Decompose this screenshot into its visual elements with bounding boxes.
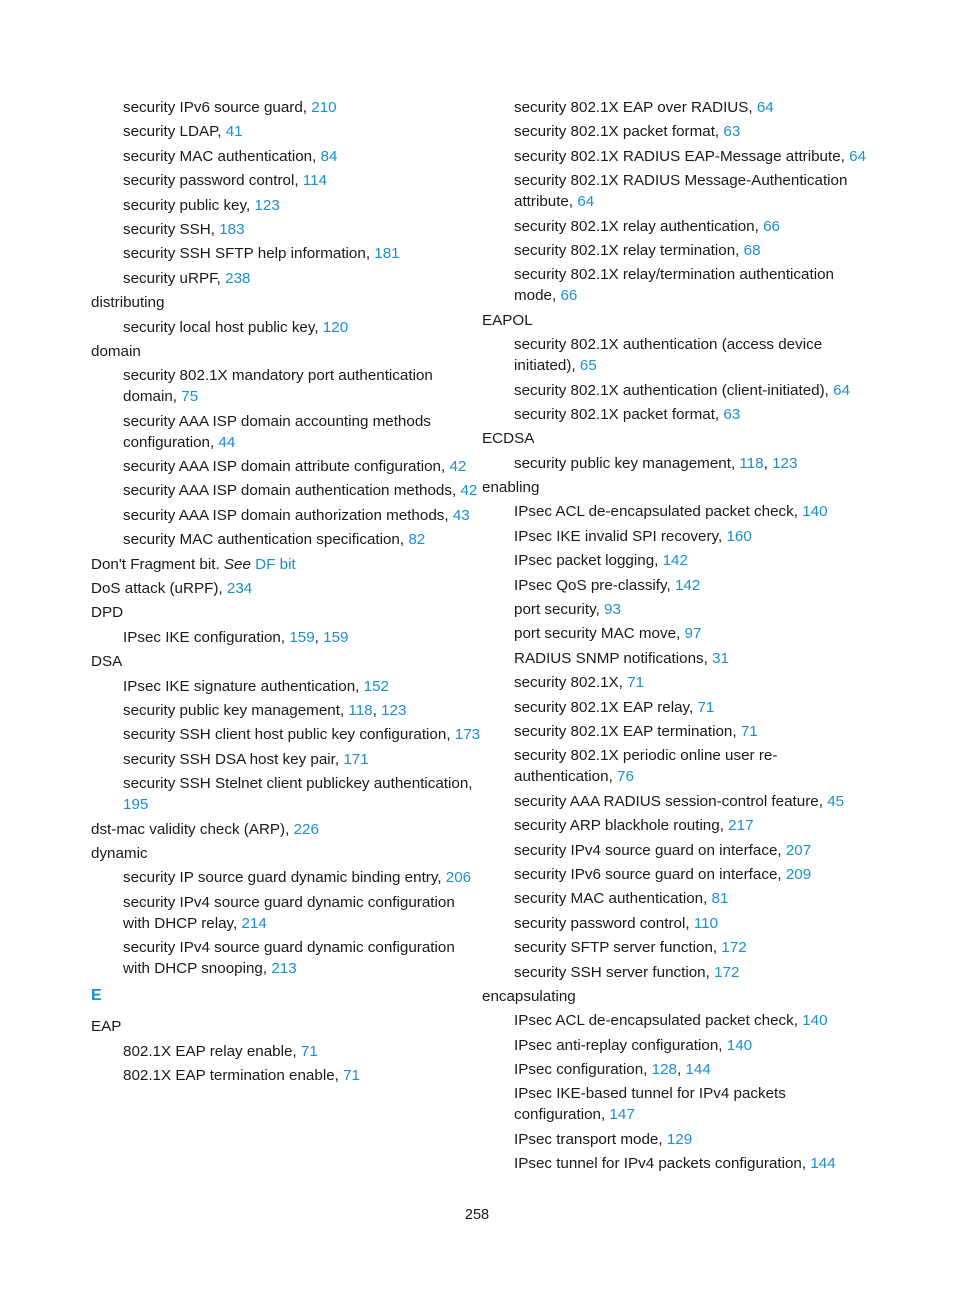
index-term (91, 602, 481, 623)
index-subentry (482, 501, 872, 522)
page-link[interactable]: 210 (311, 99, 337, 116)
index-entry-text: DoS attack (uRPF), (91, 580, 223, 598)
index-subentry: security public key management, 118, 123 (123, 701, 407, 719)
index-subentry (482, 815, 872, 836)
page-link[interactable]: 129 (666, 1130, 693, 1148)
index-subentry (482, 721, 872, 742)
index-subentry (91, 749, 481, 770)
index-letter-heading: E (91, 987, 102, 1005)
index-subentry (482, 962, 872, 983)
page-link[interactable]: 64 (756, 99, 774, 116)
page-link[interactable]: 173 (454, 726, 481, 744)
index-entry-text: ECDSA (482, 430, 535, 448)
index-term (482, 477, 872, 498)
index-entry-text: security SSH, (123, 220, 215, 238)
index-subentry (91, 1065, 481, 1086)
index-entry-text: IPsec IKE-based tunnel for IPv4 packets configuration, (514, 1085, 786, 1124)
index-subentry (482, 216, 872, 237)
page-link[interactable]: 123 (772, 454, 798, 472)
page-link[interactable]: 64 (833, 381, 851, 399)
index-subentry (91, 195, 481, 216)
page-link[interactable]: 118 (739, 454, 764, 472)
index-entry-text: security SSH DSA host key pair, (123, 750, 340, 768)
index-entry-text: IPsec IKE signature authentication, (123, 677, 360, 695)
page-link[interactable]: 207 (785, 841, 812, 859)
index-subentry (482, 264, 872, 306)
page-link[interactable]: 68 (743, 241, 761, 259)
index-entry-text: EAPOL (482, 311, 533, 329)
index-entry-text: security IPv4 source guard dynamic configuration with DHCP relay, (123, 893, 455, 932)
page-link[interactable]: 195 (123, 796, 149, 814)
index-term (91, 578, 481, 599)
index-subentry (91, 411, 481, 453)
page-link[interactable]: 118 (348, 701, 373, 719)
index-entry-text: 802.1X EAP termination enable, (123, 1066, 339, 1084)
index-subentry (91, 892, 481, 934)
index-entry-text: security SSH server function, (514, 963, 710, 981)
page-link[interactable]: 128 (651, 1061, 677, 1079)
index-entry-text: IPsec IKE configuration, (123, 628, 286, 646)
index-entry-text: security AAA ISP domain attribute configuration, (123, 458, 446, 476)
page-link[interactable]: 71 (697, 698, 715, 716)
index-entry-text: security public key, (123, 196, 251, 214)
index-entry-text: RADIUS SNMP notifications, (514, 649, 708, 667)
index-entry-text: domain (91, 342, 141, 360)
index-entry-text: security IPv6 source guard, (123, 99, 308, 116)
index-entry-text: security SSH Stelnet client publickey authentication, (123, 775, 473, 793)
index-entry-text: distributing (91, 294, 165, 312)
index-entry-text: security uRPF, (123, 269, 221, 287)
index-entry-text: security 802.1X packet format, (514, 123, 720, 141)
index-subentry (482, 599, 872, 620)
index-entry-text: security SSH client host public key configuration, (123, 726, 451, 744)
index-entry-text: security local host public key, (123, 318, 319, 336)
index-subentry (482, 913, 872, 934)
index-entry-text: port security MAC move, (514, 625, 681, 643)
index-entry-text: security password control, (514, 914, 690, 932)
page-link[interactable]: 71 (300, 1042, 318, 1060)
index-entry-text: security AAA ISP domain accounting methods configuration, (123, 412, 431, 451)
index-subentry (482, 121, 872, 142)
index-subentry (91, 317, 481, 338)
page-link[interactable]: 65 (579, 357, 597, 375)
index-subentry (482, 550, 872, 571)
index-subentry (91, 529, 481, 550)
index-entry-text: security IPv4 source guard on interface, (514, 841, 782, 859)
index-entry-text: security 802.1X RADIUS EAP-Message attribute, (514, 147, 845, 165)
index-entry-text: security 802.1X mandatory port authentication domain, (123, 367, 433, 406)
index-entry-text: port security, (514, 601, 600, 619)
index-entry-text: IPsec configuration, (514, 1061, 648, 1079)
index-subentry (482, 1153, 872, 1174)
index-subentry (482, 1035, 872, 1056)
index-entry-text: security MAC authentication, (123, 147, 317, 165)
index-entry-text: security ARP blackhole routing, (514, 817, 724, 835)
page-link[interactable]: 183 (219, 220, 245, 238)
index-entry-text: security AAA RADIUS session-control feature, (514, 792, 823, 810)
page-link[interactable]: 71 (627, 674, 645, 692)
index-entry-text: security 802.1X EAP relay, (514, 698, 694, 716)
index-subentry (482, 840, 872, 861)
index-entry-text: security IPv6 source guard on interface, (514, 865, 782, 883)
index-term (482, 428, 872, 449)
index-entry-text: dst-mac validity check (ARP), (91, 820, 290, 838)
index-entry-text: IPsec transport mode, (514, 1130, 663, 1148)
index-entry-text: IPsec packet logging, (514, 552, 659, 570)
page-link[interactable]: 140 (726, 1036, 753, 1054)
index-subentry (482, 240, 872, 261)
page-link[interactable]: 226 (293, 820, 319, 838)
index-subentry (91, 365, 481, 407)
index-subentry: security public key management, 118, 123 (514, 454, 798, 472)
index-subentry (91, 676, 481, 697)
index-subentry (482, 575, 872, 596)
index-subentry (91, 480, 481, 501)
page-link[interactable]: 41 (225, 123, 243, 141)
index-entry-text: security LDAP, (123, 123, 222, 141)
page-link[interactable]: 181 (374, 245, 400, 263)
index-subentry (91, 146, 481, 167)
page-link[interactable]: 66 (560, 287, 578, 305)
index-subentry (482, 1083, 872, 1125)
index-entry-text: enabling (482, 479, 540, 497)
index-subentry (482, 648, 872, 669)
index-entry-text: security public key management, (123, 701, 345, 719)
index-subentry (482, 1010, 872, 1031)
see-reference-link[interactable]: DF bit (255, 555, 296, 573)
index-subentry (482, 672, 872, 693)
index-subentry (482, 170, 872, 212)
page-link[interactable]: 42 (460, 482, 478, 500)
index-entry-text: security public key management, (514, 454, 736, 472)
index-entry-text: EAP (91, 1018, 122, 1036)
page-link[interactable]: 71 (343, 1066, 361, 1084)
index-subentry (91, 867, 481, 888)
index-subentry (91, 456, 481, 477)
page-link[interactable]: 172 (721, 939, 747, 957)
index-entry-text: security IPv4 source guard dynamic configuration with DHCP snooping, (123, 939, 455, 978)
index-entry-text: security MAC authentication specification, (123, 531, 405, 549)
index-subentry (91, 268, 481, 289)
index-subentry (91, 243, 481, 264)
page-link[interactable]: 142 (674, 576, 701, 594)
page-link[interactable]: 45 (827, 792, 845, 810)
index-entry-text: security 802.1X EAP termination, (514, 722, 737, 740)
page-link[interactable]: 76 (617, 768, 634, 786)
index-entry-text: security 802.1X authentication (access device initiated), (514, 336, 823, 375)
page-link[interactable]: 71 (740, 722, 758, 740)
index-subentry (482, 146, 872, 167)
index-subentry (482, 888, 872, 909)
index-column-right (482, 97, 872, 1178)
page-link[interactable]: 214 (241, 914, 267, 932)
index-term (91, 554, 481, 575)
page-link[interactable]: 140 (802, 503, 828, 521)
index-entry-text: IPsec tunnel for IPv4 packets configuration, (514, 1155, 807, 1173)
page-link[interactable]: 159 (323, 628, 349, 646)
page-link[interactable]: 238 (225, 269, 251, 287)
page-link[interactable]: 120 (322, 318, 349, 336)
index-subentry (482, 526, 872, 547)
index-entry-text: security AAA ISP domain authorization methods, (123, 506, 449, 524)
index-subentry (482, 937, 872, 958)
index-subentry (482, 791, 872, 812)
index-term (91, 651, 481, 672)
page-link[interactable]: 217 (728, 817, 754, 835)
page-link[interactable]: 43 (452, 506, 470, 524)
page-link[interactable]: 64 (577, 193, 595, 211)
page-link[interactable]: 63 (723, 405, 741, 423)
page-number: 258 (464, 1207, 490, 1223)
index-entry-text: IPsec ACL de-encapsulated packet check, (514, 503, 798, 521)
index-subentry (482, 380, 872, 401)
index-entry-text: encapsulating (482, 987, 576, 1005)
index-entry-text: IPsec IKE invalid SPI recovery, (514, 527, 723, 545)
index-term (91, 292, 481, 313)
index-term (91, 819, 481, 840)
index-subentry (482, 745, 872, 787)
page-link[interactable]: 63 (723, 123, 741, 141)
index-entry-text: security password control, (123, 172, 299, 190)
index-entry-text: security 802.1X RADIUS Message-Authentication attribute, (514, 172, 848, 211)
index-term (91, 1016, 481, 1037)
index-entry-text: security 802.1X, (514, 674, 623, 692)
index-entry-text: security SSH SFTP help information, (123, 245, 371, 263)
index-column-left (91, 97, 481, 1089)
page-link[interactable]: 123 (254, 196, 280, 214)
page-link[interactable]: 75 (181, 388, 199, 406)
index-entry-text: security 802.1X relay termination, (514, 241, 740, 259)
index-entry-text: security 802.1X packet format, (514, 405, 720, 423)
index-subentry: IPsec IKE configuration, 159, 159 (123, 628, 349, 646)
page-link[interactable]: 42 (449, 458, 467, 476)
index-subentry (482, 1129, 872, 1150)
index-term (482, 310, 872, 331)
page-link[interactable]: 152 (363, 677, 389, 695)
page-link[interactable]: 234 (226, 580, 253, 598)
index-entry-text: Don't Fragment bit. (91, 555, 220, 573)
page-link[interactable]: 159 (289, 628, 315, 646)
index-subentry (91, 773, 481, 815)
index-entry-text: security 802.1X relay authentication, (514, 217, 759, 235)
page-link[interactable]: 171 (343, 750, 369, 768)
page-link[interactable]: 206 (445, 869, 472, 887)
index-subentry (482, 623, 872, 644)
page-link[interactable]: 144 (810, 1155, 836, 1173)
index-entry-text: security AAA ISP domain authentication methods, (123, 482, 457, 500)
page-link[interactable]: 123 (381, 701, 407, 719)
index-entry-text: IPsec ACL de-encapsulated packet check, (514, 1012, 798, 1030)
index-entry-text: 802.1X EAP relay enable, (123, 1042, 297, 1060)
page-link[interactable]: 84 (320, 147, 338, 165)
index-subentry (91, 219, 481, 240)
index-entry-text: DSA (91, 653, 123, 671)
index-subentry (482, 334, 872, 376)
index-subentry (91, 1041, 481, 1062)
index-entry-text: DPD (91, 604, 124, 622)
page-link[interactable]: 66 (763, 217, 780, 235)
page-link[interactable]: 209 (785, 865, 812, 883)
index-subentry (482, 864, 872, 885)
index-subentry: IPsec configuration, 128, 144 (514, 1061, 711, 1079)
index-entry-text: security 802.1X periodic online user re-authentication, (514, 747, 778, 786)
index-subentry (482, 404, 872, 425)
page-link[interactable]: 93 (604, 601, 621, 619)
index-term (91, 341, 481, 362)
index-entry-text: security MAC authentication, (514, 890, 708, 908)
index-subentry (482, 97, 872, 118)
page-link[interactable]: 144 (685, 1061, 711, 1079)
index-subentry (91, 937, 481, 979)
page-link[interactable]: 82 (408, 531, 426, 549)
page-link[interactable]: 213 (271, 960, 297, 978)
page-link[interactable]: 44 (218, 433, 236, 451)
page-link[interactable]: 114 (302, 172, 328, 190)
index-subentry (482, 697, 872, 718)
index-entry-text: security 802.1X relay/termination authentication mode, (514, 266, 834, 305)
page-link[interactable]: 147 (609, 1106, 635, 1124)
index-term (482, 986, 872, 1007)
index-entry-text: security IP source guard dynamic binding entry, (123, 869, 442, 887)
see-reference-label: See (223, 555, 251, 573)
page-link[interactable]: 81 (711, 890, 729, 908)
index-subentry (91, 97, 481, 118)
page-link[interactable]: 140 (802, 1012, 828, 1030)
index-entry-text: IPsec anti-replay configuration, (514, 1036, 723, 1054)
index-subentry (91, 724, 481, 745)
index-entry-text: security SFTP server function, (514, 939, 718, 957)
index-subentry (91, 170, 481, 191)
index-entry-text: security 802.1X authentication (client-initiated), (514, 381, 829, 399)
page-link[interactable]: 97 (684, 625, 702, 643)
page-link[interactable]: 160 (726, 527, 752, 545)
page-link[interactable]: 110 (693, 914, 719, 932)
page-link[interactable]: 142 (662, 552, 688, 570)
index-entry-text: security 802.1X EAP over RADIUS, (514, 99, 753, 116)
index-term (91, 843, 481, 864)
page-link[interactable]: 31 (712, 649, 729, 667)
index-subentry (91, 505, 481, 526)
index-subentry (91, 121, 481, 142)
index-entry-text: IPsec QoS pre-classify, (514, 576, 671, 594)
page-link[interactable]: 64 (849, 147, 867, 165)
page-link[interactable]: 172 (714, 963, 740, 981)
index-entry-text: dynamic (91, 844, 148, 862)
